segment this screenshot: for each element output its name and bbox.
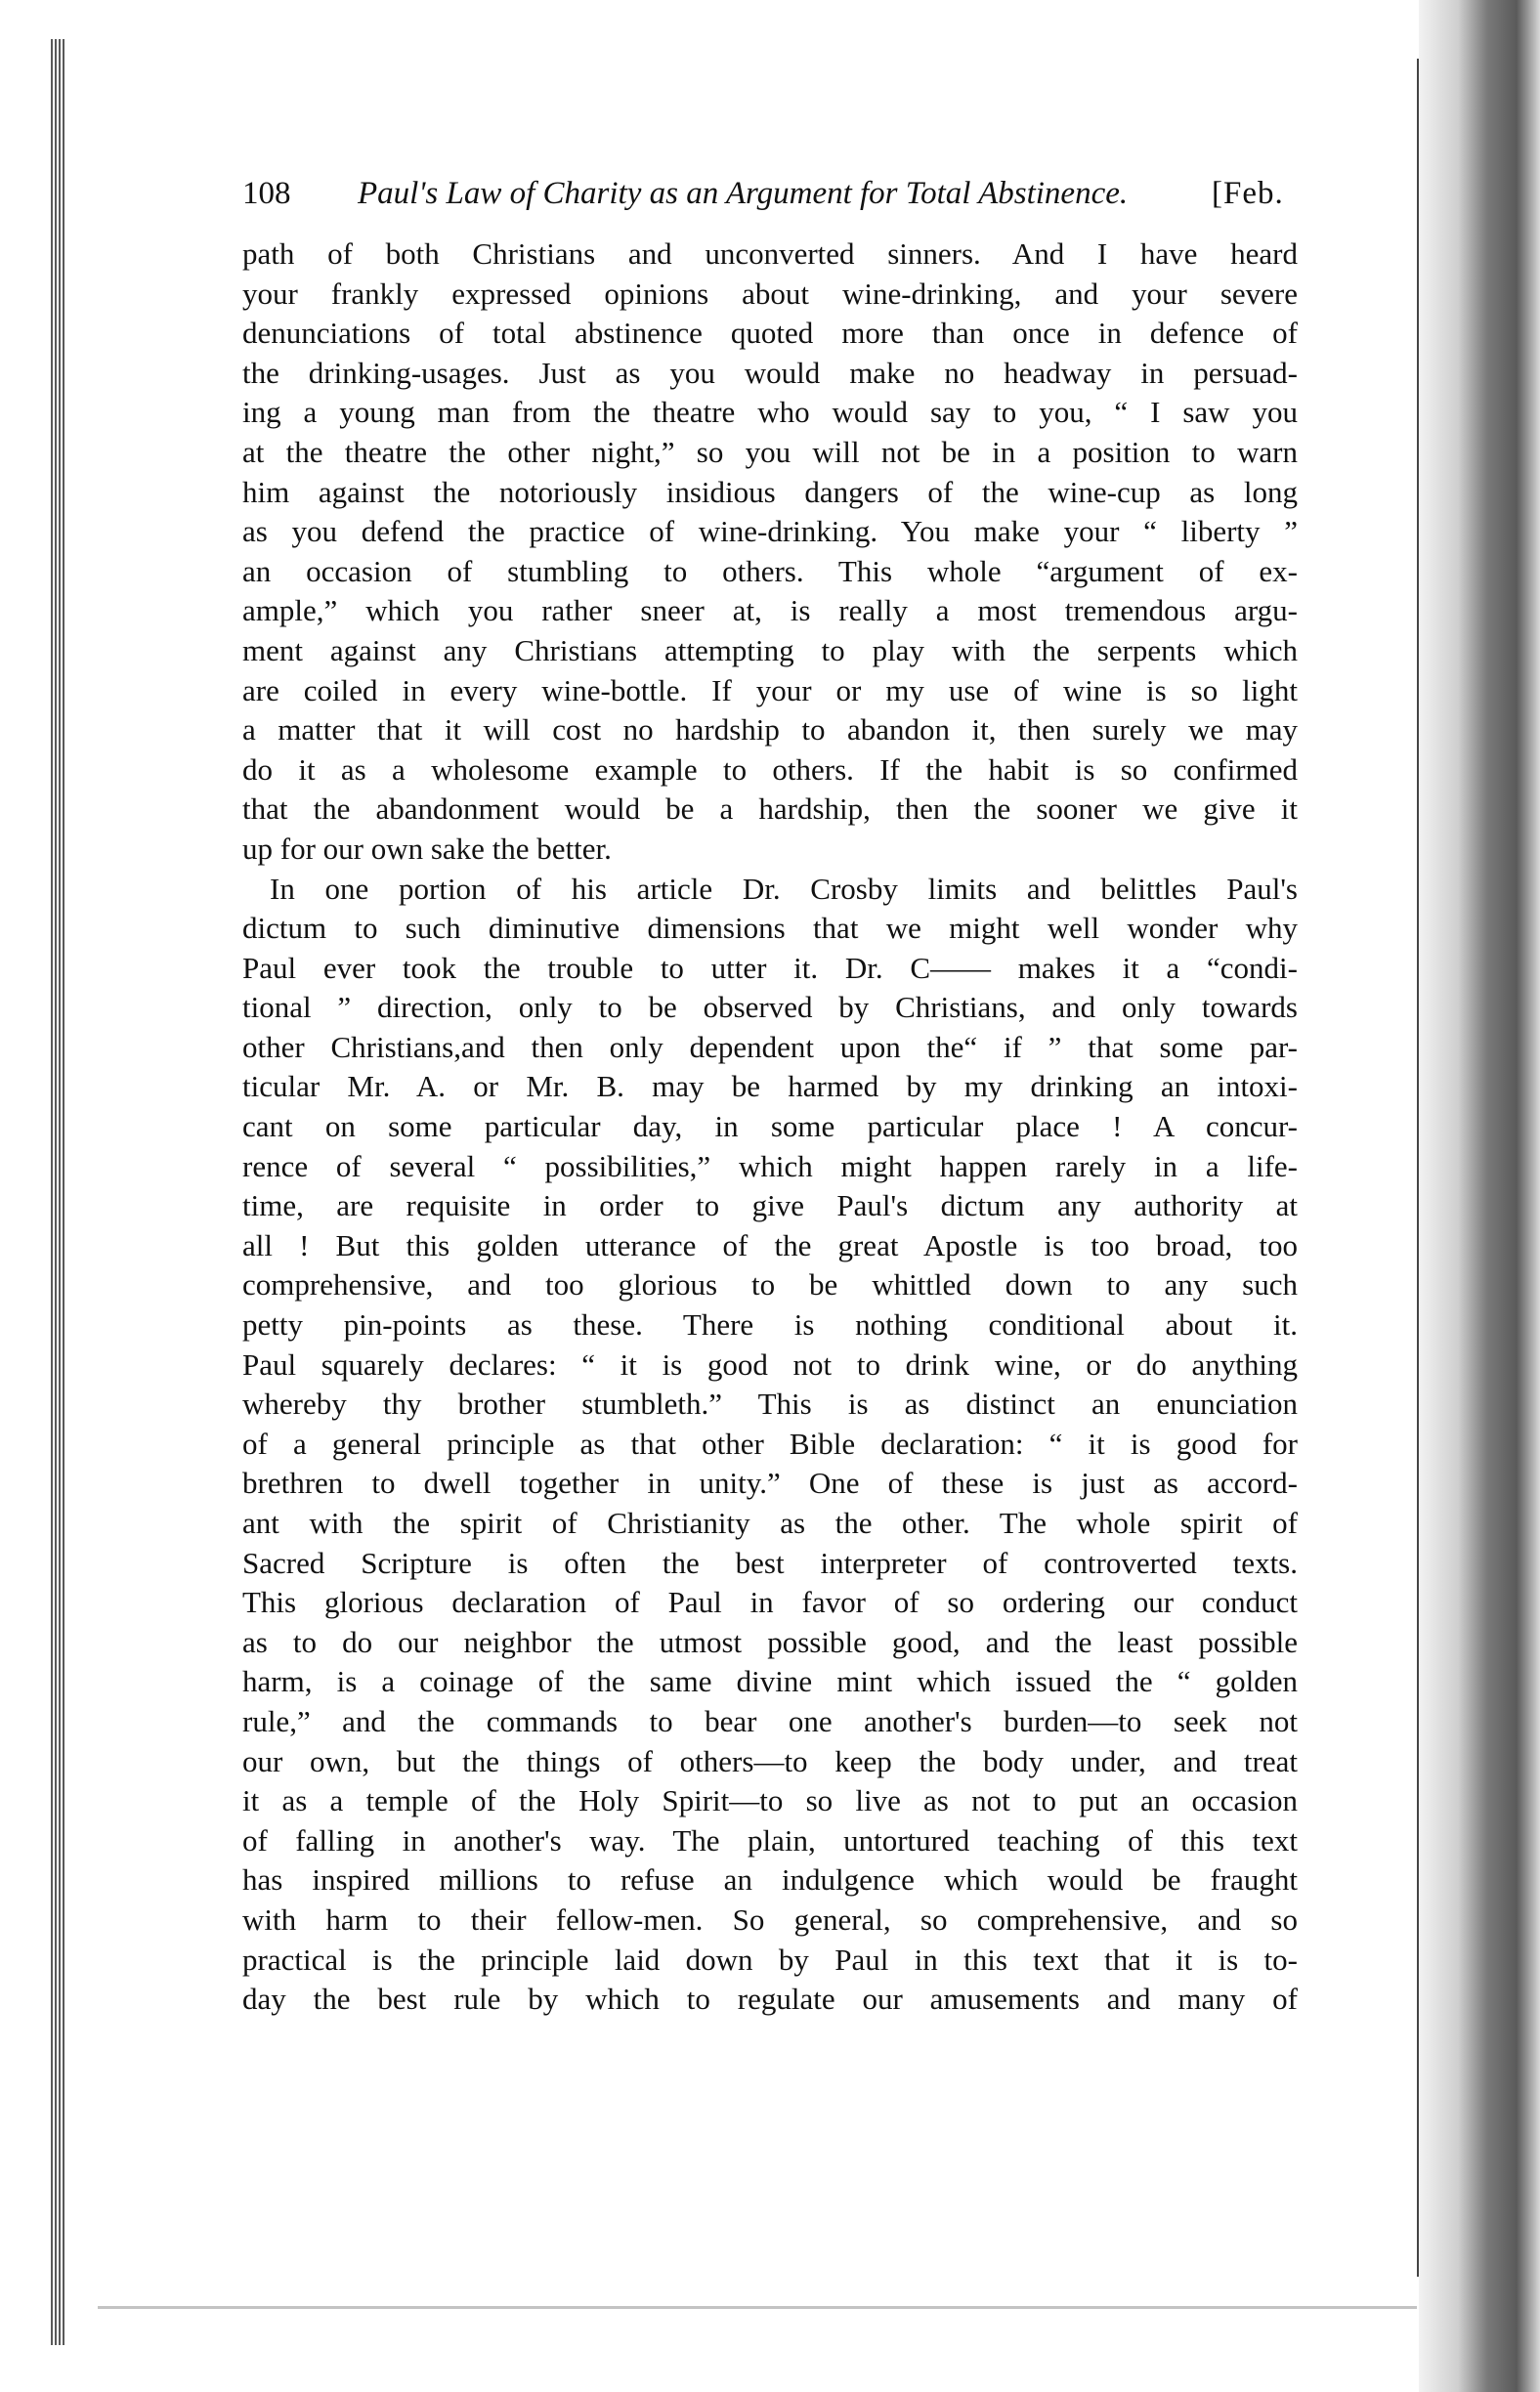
running-title: Paul's Law of Charity as an Argument for Total Abstinence. [358,176,1129,211]
text-line: harm, is a coinage of the same divine mint which issued the “ golden [242,1664,1298,1699]
text-line: all ! But this golden utterance of the great Apostle is too broad, too [242,1227,1298,1262]
text-line: tional ” direction, only to be observed by Christians, and only towards [242,990,1298,1025]
text-line: your frankly expressed opinions about wine-drinking, and your severe [242,276,1298,311]
text-line: has inspired millions to refuse an indulgence which would be fraught [242,1862,1298,1898]
page-bottom-edge [98,2306,1417,2309]
text-line: dictum to such diminutive dimensions that we might well wonder why [242,911,1298,946]
text-line: rence of several “ possibilities,” which might happen rarely in a life- [242,1148,1298,1183]
text-line: with harm to their fellow-men. So general, so comprehensive, and so [242,1901,1298,1937]
text-line: cant on some particular day, in some particular place ! A concur- [242,1109,1298,1144]
text-line: as to do our neighbor the utmost possible good, and the least possible [242,1624,1298,1659]
text-line: petty pin-points as these. There is nothing conditional about it. [242,1307,1298,1343]
text-line: practical is the principle laid down by Paul in this text that it is to- [242,1942,1298,1977]
binding-edge-right [1419,0,1540,2392]
text-line: ant with the spirit of Christianity as the other. The whole spirit of [242,1506,1298,1540]
text-line: ticular Mr. A. or Mr. B. may be harmed by my drinking an intoxi- [242,1069,1298,1104]
text-line: ample,” which you rather sneer at, is really a most tremendous argu- [242,593,1298,628]
running-month: [Feb. [1212,176,1284,211]
text-line: of falling in another's way. The plain, untortured teaching of this text [242,1822,1298,1858]
text-line: ment against any Christians attempting to play with the serpents which [242,632,1298,667]
running-head [242,176,1317,223]
text-line: do it as a wholesome example to others. If the habit is so confirmed [242,751,1298,787]
text-line: a matter that it will cost no hardship to abandon it, then surely we may [242,712,1298,748]
text-line: are coiled in every wine-bottle. If your or my use of wine is so light [242,672,1298,707]
binding-edge-left [51,39,64,2345]
text-line: In one portion of his article Dr. Crosby limits and belittles Paul's [270,871,1298,906]
text-line: other Christians,and then only dependent upon the“ if ” that some par- [242,1029,1298,1064]
page-number: 108 [242,176,291,211]
text-line: an occasion of stumbling to others. This whole “argument of ex- [242,553,1298,588]
text-line: brethren to dwell together in unity.” One of these is just as accord- [242,1466,1298,1501]
text-line: of a general principle as that other Bible declaration: “ it is good for [242,1426,1298,1461]
text-line: the drinking-usages. Just as you would make no headway in persuad- [242,355,1298,390]
text-line: denunciations of total abstinence quoted more than once in defence of [242,316,1298,351]
text-line: him against the notoriously insidious dangers of the wine-cup as long [242,474,1298,509]
text-line: ing a young man from the theatre who would say to you, “ I saw you [242,395,1298,430]
text-line: comprehensive, and too glorious to be whittled down to any such [242,1267,1298,1303]
text-line: our own, but the things of others—to keep the body under, and treat [242,1743,1298,1778]
text-line: Paul squarely declares: “ it is good not to drink wine, or do anything [242,1346,1298,1382]
text-line: Paul ever took the trouble to utter it. Dr. C—— makes it a “condi- [242,950,1298,985]
text-line: whereby thy brother stumbleth.” This is as distinct an enunciation [242,1387,1298,1422]
text-line: at the theatre the other night,” so you will not be in a position to warn [242,434,1298,469]
text-line: path of both Christians and unconverted sinners. And I have heard [242,236,1298,271]
text-line: Sacred Scripture is often the best interpreter of controverted texts. [242,1545,1298,1580]
body-text [242,235,1298,2020]
text-line: as you defend the practice of wine-drinking. You make your “ liberty ” [242,514,1298,549]
text-line: rule,” and the commands to bear one another's burden—to seek not [242,1703,1298,1738]
text-line: day the best rule by which to regulate our amusements and many of [242,1982,1298,2017]
text-line: that the abandonment would be a hardship, then the sooner we give it [242,791,1298,827]
text-line: time, are requisite in order to give Paul's dictum any authority at [242,1188,1298,1223]
text-line: it as a temple of the Holy Spirit—to so live as not to put an occasion [242,1783,1298,1818]
text-line: up for our own sake the better. [242,831,612,866]
text-line: This glorious declaration of Paul in favor of so ordering our conduct [242,1585,1298,1620]
